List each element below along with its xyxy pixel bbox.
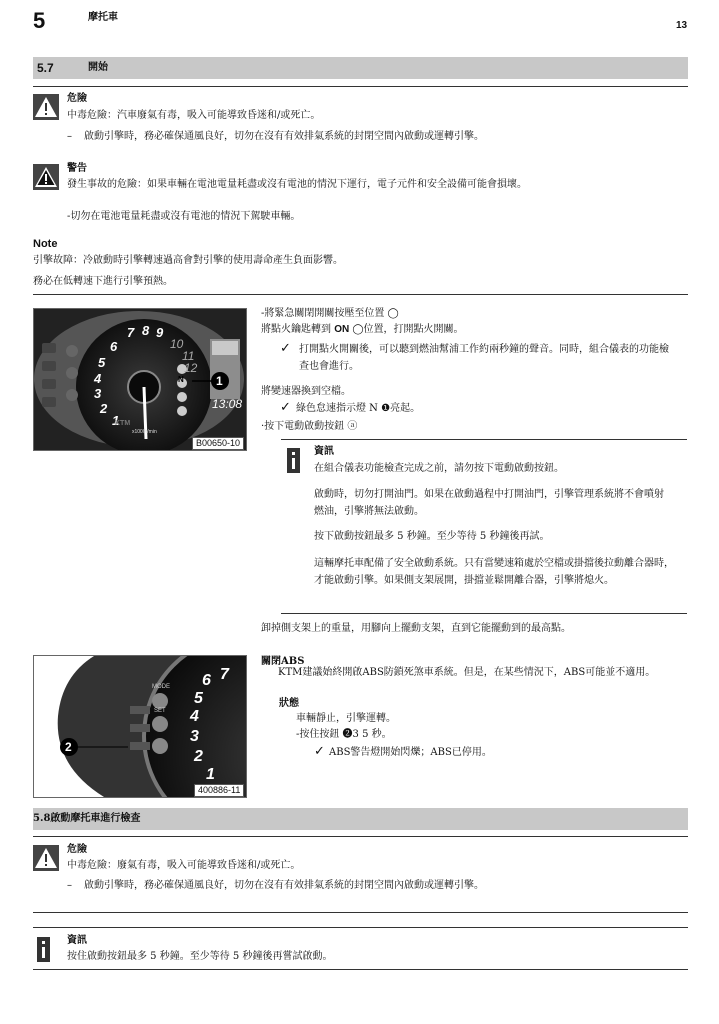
divider <box>33 912 688 913</box>
tick-label: 12 <box>184 361 198 375</box>
danger-instruction: 啟動引擎時，務必確保通風良好，切勿在沒有有效排氣系統的封閉空間內啟動或運轉引擎。 <box>84 131 484 142</box>
section-title: 開始 <box>88 62 108 73</box>
info-text: 在組合儀表功能檢查完成之前，請勿按下電動啟動按鈕。 <box>314 463 564 474</box>
danger-title: 危險 <box>67 844 87 855</box>
mode-label: MODE <box>152 684 170 690</box>
info-title: 資訊 <box>67 935 87 946</box>
step-text-part: ◯位置，打開點火開關。 <box>349 324 464 335</box>
figure-code: B00650-10 <box>192 437 244 450</box>
info-text: 才能啟動引擎。如果側支架展開，掛擋並鬆開離合器，引擎將熄火。 <box>314 575 614 586</box>
warning-text: 發生事故的危險：如果車輛在電池電量耗盡或沒有電池的情況下運行，電子元件和安全設備可能會損壞。 <box>67 179 527 190</box>
danger-instruction: 啟動引擎時，務必確保通風良好，切勿在沒有有效排氣系統的封閉空間內啟動或運轉引擎。 <box>84 880 484 891</box>
danger-dash: – <box>67 131 72 142</box>
step-text <box>261 323 464 337</box>
section-title: 5.8啟動摩托車進行檢查 <box>33 813 141 824</box>
result-text: ABS警告燈開始閃爍；ABS已停用。 <box>329 747 492 758</box>
check-icon: ✓ <box>314 744 325 759</box>
step-text: -將緊急關閉開關按壓至位置 ◯ <box>261 308 399 319</box>
dashboard-figure-1 <box>33 308 247 451</box>
warning-triangle-icon <box>33 164 59 190</box>
brand-logo-text: KTM <box>115 420 131 427</box>
result-text: 查也會進行。 <box>299 361 359 372</box>
tick-label: 7 <box>220 666 229 683</box>
step-text: 將變速器換到空檔。 <box>261 386 351 397</box>
tick-label: 4 <box>94 371 102 386</box>
danger-dash: – <box>67 880 72 891</box>
divider <box>33 969 688 970</box>
step-text: ·按下電動啟動按鈕 ⓐ <box>261 421 358 432</box>
on-label: ON <box>334 324 350 335</box>
figure-code: 400886-11 <box>194 784 244 797</box>
abs-text: KTM建議始終開啟ABS防鎖死煞車系統。但是，在某些情況下，ABS可能並不適用。 <box>278 667 656 678</box>
clock-readout: 13:08 <box>212 397 243 411</box>
tick-label: 10 <box>170 337 184 351</box>
warning-triangle-icon <box>33 845 59 871</box>
tick-label: 3 <box>94 386 102 401</box>
tick-label: 6 <box>202 672 211 689</box>
divider <box>33 86 688 87</box>
callout-2: 2 <box>65 740 72 754</box>
tick-label: 9 <box>156 325 164 340</box>
info-icon <box>37 937 50 962</box>
section-bar-5-7 <box>33 57 688 79</box>
note-text: 務必在低轉速下進行引擎預熱。 <box>33 276 173 287</box>
note-text: 引擎故障：冷啟動時引擎轉速過高會對引擎的使用壽命產生負面影響。 <box>33 255 343 266</box>
tick-label: 7 <box>127 325 135 340</box>
abs-title: 關閉ABS <box>261 656 305 667</box>
warning-title: 警告 <box>67 163 87 174</box>
result-text: 打開點火開關後，可以聽到燃油幫浦工作約兩秒鐘的聲音。同時，組合儀表的功能檢 <box>299 344 669 355</box>
divider <box>33 294 688 295</box>
check-icon: ✓ <box>280 400 291 415</box>
check-icon: ✓ <box>280 341 291 356</box>
tick-label: 5 <box>194 690 203 707</box>
info-text: 按下啟動按鈕最多 5 秒鐘。至少等待 5 秒鐘後再試。 <box>314 531 550 542</box>
note-title: Note <box>33 238 58 250</box>
divider <box>281 439 687 440</box>
page-number: 13 <box>676 20 688 31</box>
tick-label: 11 <box>182 349 195 363</box>
tick-label: 1 <box>206 766 215 783</box>
dashboard-figure-2 <box>33 655 247 798</box>
info-icon <box>287 448 300 473</box>
step-text-part: 將點火鑰匙轉到 <box>261 324 335 335</box>
neutral-indicator: N <box>178 375 184 384</box>
set-label: SET <box>154 708 166 714</box>
result-text: 綠色怠速指示燈 N ❶亮起。 <box>296 403 421 414</box>
tick-label: 5 <box>98 355 106 370</box>
tick-label: 1 <box>112 413 120 428</box>
info-text: 啟動時，切勿打開油門。如果在啟動過程中打開油門，引擎管理系統將不會噴射 <box>314 489 664 500</box>
info-title: 資訊 <box>314 446 334 457</box>
danger-text: 中毒危險：廢氣有毒，吸入可能導致昏迷和/或死亡。 <box>67 860 301 871</box>
tick-label: 4 <box>190 708 199 725</box>
step-text: 卸掉側支架上的重量，用腳向上擺動支架，直到它能擺動到的最高點。 <box>261 623 571 634</box>
state-text: -按住按鈕 ❷3 5 秒。 <box>296 729 392 740</box>
info-text: 這輛摩托車配備了安全啟動系統。只有當變速箱處於空檔或掛擋後拉動離合器時， <box>314 558 674 569</box>
info-text: 按住啟動按鈕最多 5 秒鐘。至少等待 5 秒鐘後再嘗試啟動。 <box>67 951 333 962</box>
tick-label: 6 <box>110 339 118 354</box>
tick-label: 8 <box>142 323 150 338</box>
tick-label: 2 <box>100 401 108 416</box>
tick-label: 2 <box>194 748 203 765</box>
warning-instruction: -切勿在電池電量耗盡或沒有電池的情況下駕駛車輛。 <box>67 211 301 222</box>
state-text: 車輛靜止，引擎運轉。 <box>296 713 396 724</box>
info-text: 燃油，引擎將無法啟動。 <box>314 506 424 517</box>
divider <box>281 613 687 614</box>
divider <box>33 927 688 928</box>
chapter-number: 5 <box>33 8 46 33</box>
callout-1: 1 <box>216 374 223 388</box>
divider <box>33 836 688 837</box>
chapter-title: 摩托車 <box>88 12 118 23</box>
warning-triangle-icon <box>33 94 59 120</box>
state-title: 狀態 <box>279 698 299 709</box>
danger-text: 中毒危險：汽車廢氣有毒，吸入可能導致昏迷和/或死亡。 <box>67 110 321 121</box>
danger-title: 危險 <box>67 93 87 104</box>
rpm-unit: x1000r/min <box>132 429 157 435</box>
tick-label: 3 <box>190 728 199 745</box>
section-number: 5.7 <box>37 61 54 75</box>
